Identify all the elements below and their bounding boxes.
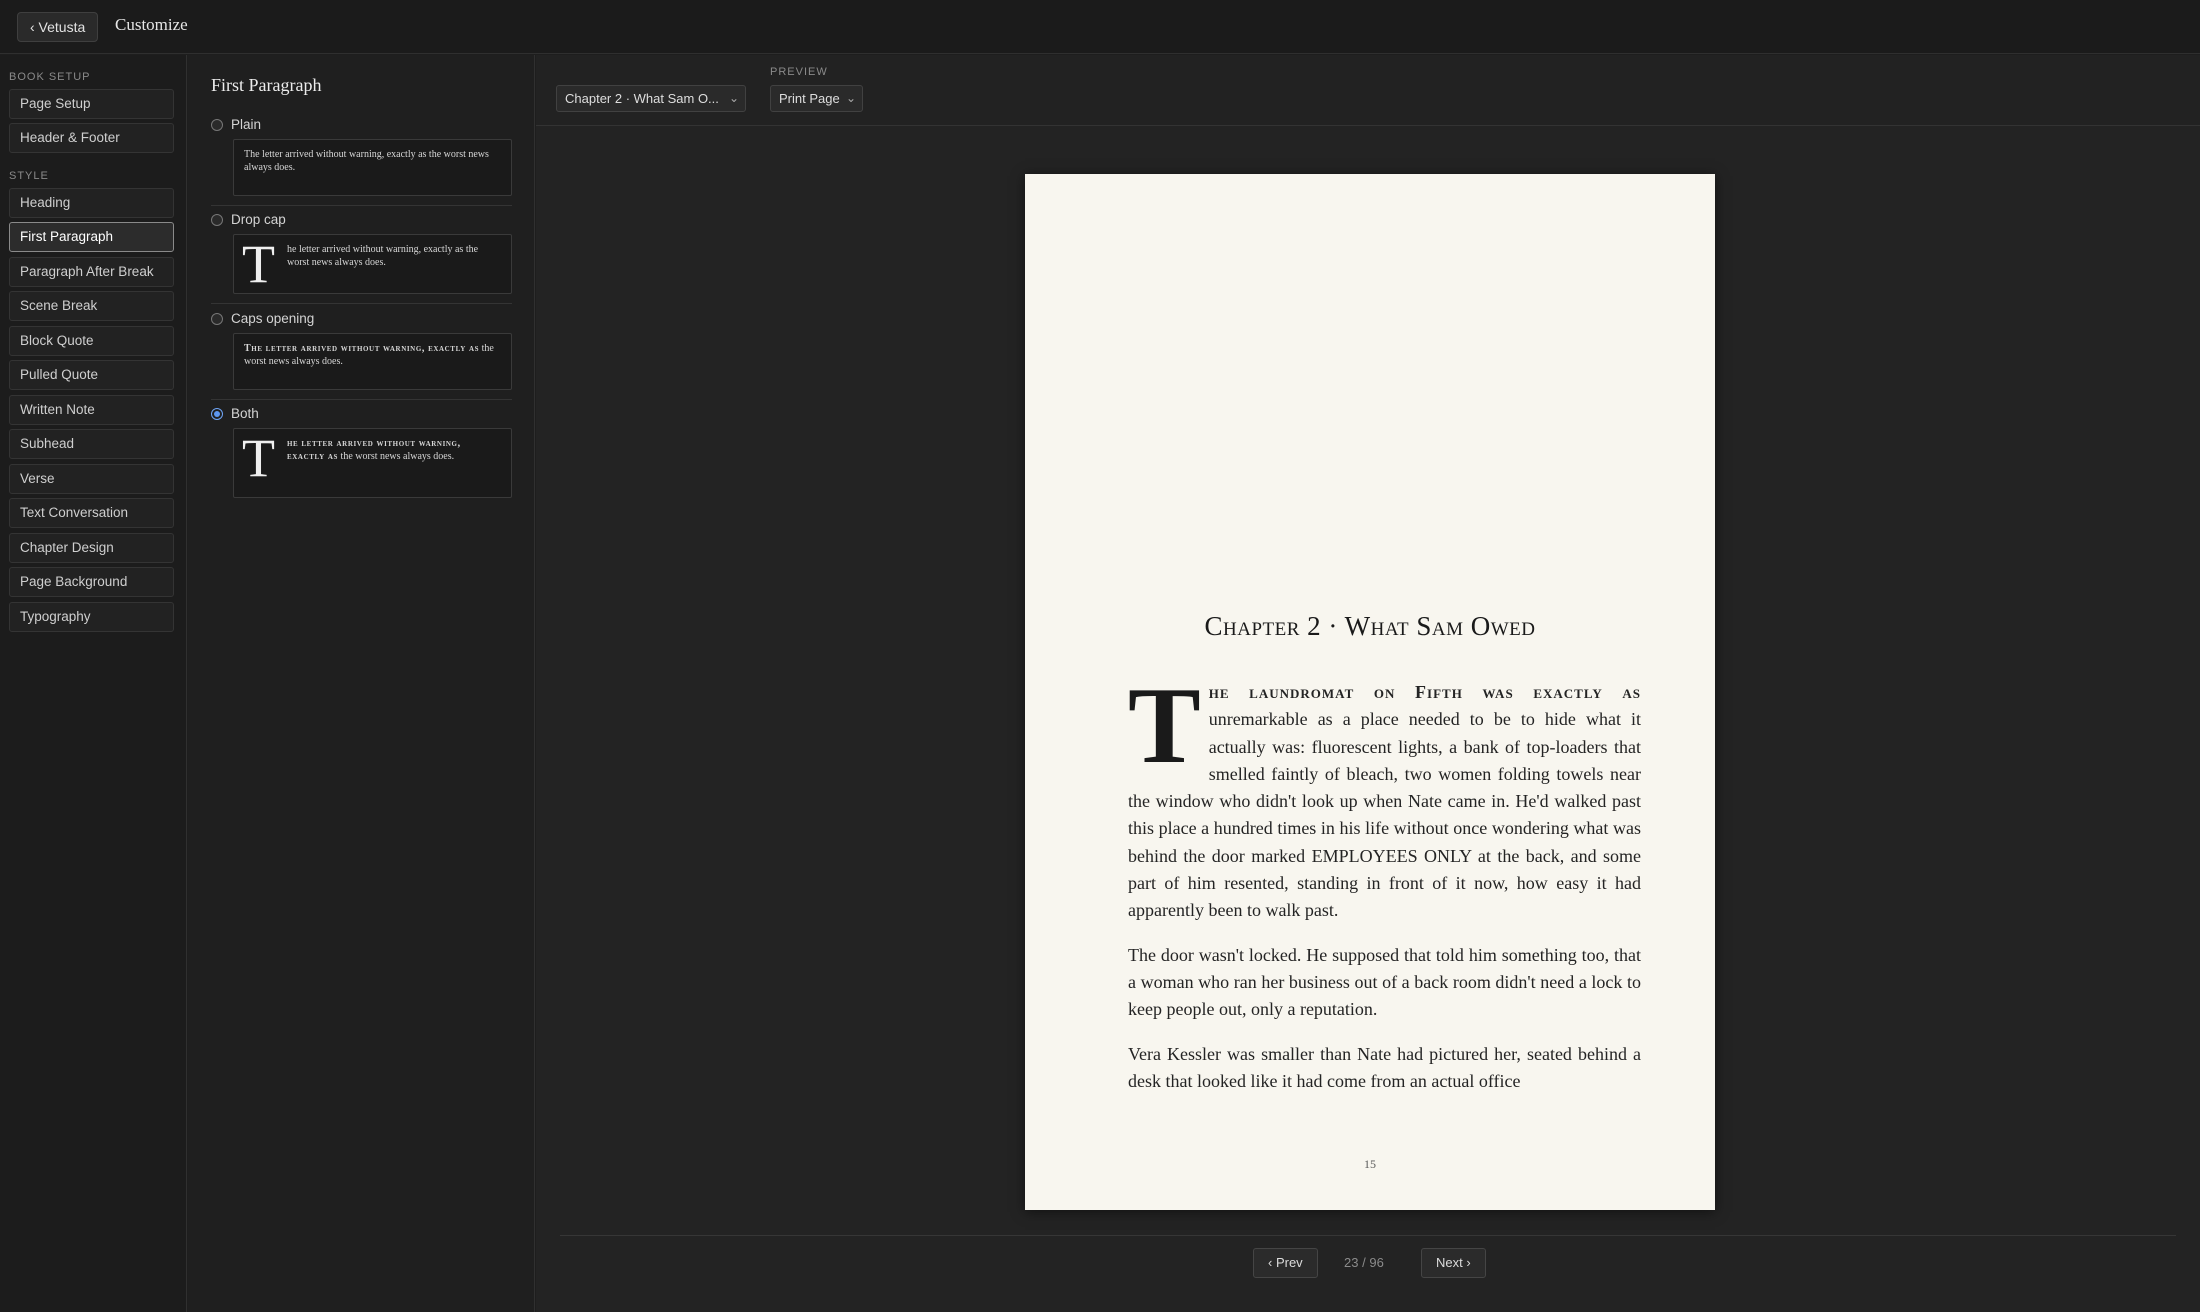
top-bar: [0, 0, 2200, 54]
divider: [560, 1235, 2176, 1236]
sidebar: [0, 55, 187, 1312]
preview-rest: the worst news always does.: [244, 343, 494, 367]
page-separator: /: [1362, 1255, 1366, 1270]
sidebar-item-typography[interactable]: Typography: [9, 602, 174, 632]
preview-caps-opening[interactable]: [233, 333, 512, 390]
preview-text: The letter arrived without warning, exactly as the worst news always does.: [244, 149, 489, 173]
option-label-caps-opening[interactable]: Caps opening: [231, 311, 315, 326]
back-button[interactable]: ‹ Vetusta: [17, 12, 98, 42]
options-title: First Paragraph: [211, 75, 322, 95]
prev-page-button[interactable]: ‹ Prev: [1253, 1248, 1318, 1278]
total-pages: 96: [1369, 1255, 1384, 1270]
preview-mode-select[interactable]: [770, 85, 863, 112]
page-number: 15: [1364, 1157, 1376, 1171]
preview-drop-cap[interactable]: [233, 234, 512, 294]
sidebar-item-header-footer[interactable]: Header & Footer: [9, 123, 174, 153]
preview-text: he letter arrived without warning, exactly as the worst news always does.: [287, 244, 479, 268]
chapter-title: Chapter 2 · What Sam Owed: [1204, 611, 1536, 641]
option-label-both[interactable]: Both: [231, 406, 259, 421]
sidebar-item-page-background[interactable]: Page Background: [9, 567, 174, 597]
option-label-plain[interactable]: Plain: [231, 117, 262, 132]
paragraph: Vera Kessler was smaller than Nate had pictured her, seated behind a desk that looked like it had come from an actual office: [1128, 1043, 1641, 1091]
sidebar-section-label: STYLE: [9, 170, 49, 182]
preview-caps: he letter arrived without warning, exactly as: [287, 438, 461, 462]
paragraph: The door wasn't locked. He supposed that told him something too, that a woman who ran her business out of a back room didn't need a lock to keep people out, only a reputation.: [1128, 944, 1641, 1020]
radio-both[interactable]: [211, 408, 223, 420]
sidebar-section-label: BOOK SETUP: [9, 71, 91, 83]
preview-mode-value: Print Page: [779, 91, 840, 106]
print-page-preview: [1025, 174, 1715, 1210]
option-label-drop-cap[interactable]: Drop cap: [231, 212, 286, 227]
sidebar-item-block-quote[interactable]: Block Quote: [9, 326, 174, 356]
chapter-select-value: Chapter 2 · What Sam O...: [565, 91, 719, 106]
preview-text: [287, 437, 501, 463]
radio-plain[interactable]: [211, 119, 223, 131]
paragraph-first: [1128, 665, 1641, 925]
page-title: Customize: [115, 15, 188, 34]
chevron-down-icon: ⌄: [728, 91, 739, 105]
preview-toolbar: [536, 55, 2200, 126]
preview-plain[interactable]: [233, 139, 512, 196]
sidebar-item-heading[interactable]: Heading: [9, 188, 174, 218]
sidebar-item-verse[interactable]: Verse: [9, 464, 174, 494]
sidebar-item-page-setup[interactable]: Page Setup: [9, 89, 174, 119]
page-content: [1025, 174, 1715, 1094]
divider: [211, 303, 512, 304]
preview-both[interactable]: [233, 428, 512, 498]
preview-rest: the worst news always does.: [338, 451, 455, 462]
sidebar-item-first-paragraph[interactable]: First Paragraph: [9, 222, 174, 252]
preview-area: [536, 55, 2200, 1312]
divider: [211, 205, 512, 206]
radio-drop-cap[interactable]: [211, 214, 223, 226]
current-page: 23: [1344, 1255, 1359, 1270]
body-text: [1128, 665, 1641, 1094]
sidebar-item-scene-break[interactable]: Scene Break: [9, 291, 174, 321]
preview-dropcap-letter: T: [242, 428, 275, 488]
drop-cap-letter: T: [1128, 665, 1201, 786]
radio-caps-opening[interactable]: [211, 313, 223, 325]
options-panel: [188, 55, 535, 1312]
preview-dropcap-letter: T: [242, 234, 275, 294]
sidebar-item-chapter-design[interactable]: Chapter Design: [9, 533, 174, 563]
next-page-button[interactable]: Next ›: [1421, 1248, 1486, 1278]
preview-caps: The letter arrived without warning, exactly as: [244, 343, 480, 354]
page-counter: [1344, 1255, 1384, 1270]
lead-caps: he laundromat on Fifth was exactly as: [1208, 682, 1641, 702]
chapter-select[interactable]: [556, 85, 746, 112]
sidebar-item-paragraph-after-break[interactable]: Paragraph After Break: [9, 257, 174, 287]
divider: [211, 399, 512, 400]
paragraph-text: unremarkable as a place needed to be to hide what it actually was: fluorescent lights, a bank of top-loaders that smelled faintly of bleach, two women folding towels near the window who didn't look up when Nate came in. He'd walked past this place a hundred times in his life without once wondering what was behind the door marked EMPLOYEES ONLY at the back, and some part of him resented, standing in front of it now, how easy it had apparently been to walk past.: [1128, 709, 1641, 921]
chevron-down-icon: ⌄: [845, 91, 856, 105]
sidebar-item-written-note[interactable]: Written Note: [9, 395, 174, 425]
sidebar-item-text-conversation[interactable]: Text Conversation: [9, 498, 174, 528]
sidebar-item-pulled-quote[interactable]: Pulled Quote: [9, 360, 174, 390]
preview-label: PREVIEW: [770, 66, 828, 78]
preview-text: [244, 342, 501, 368]
sidebar-item-subhead[interactable]: Subhead: [9, 429, 174, 459]
